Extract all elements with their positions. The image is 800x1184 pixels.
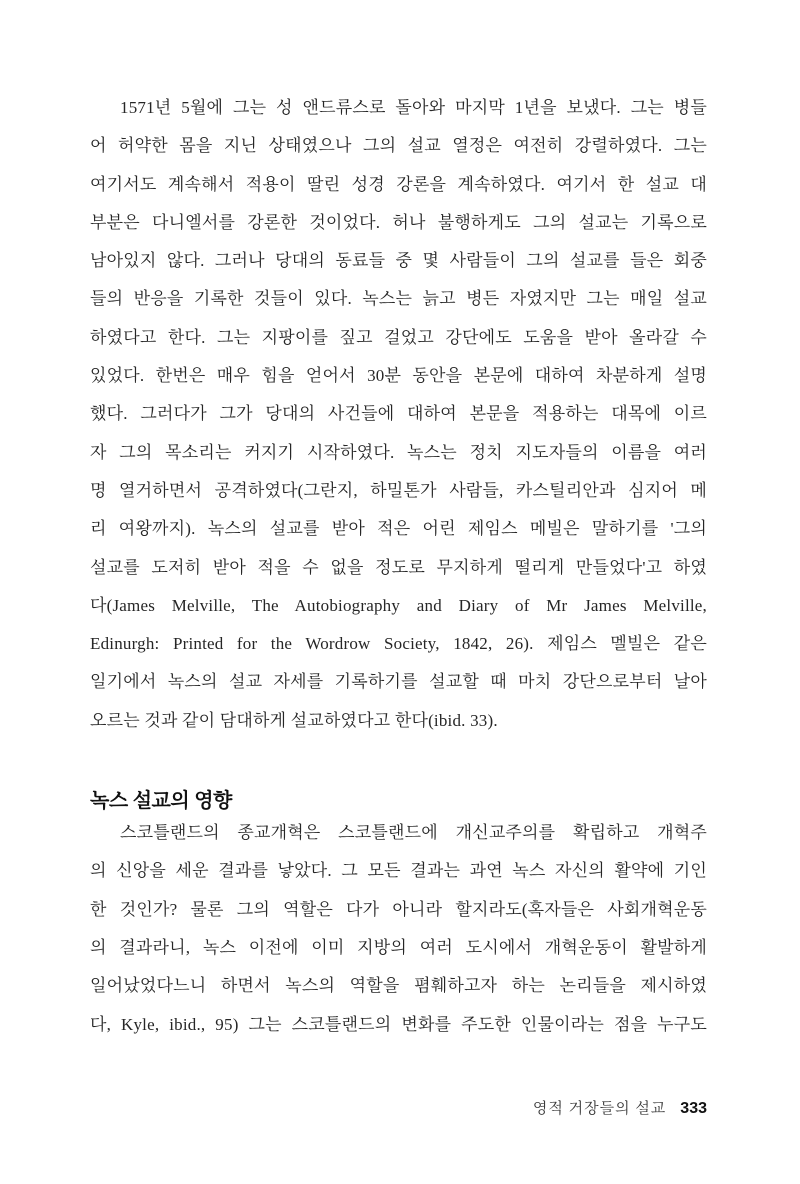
text-line: 있었다. 한번은 매우 힘을 얻어서 30분 동안을 본문에 대하여 차분하게 설명 bbox=[90, 366, 707, 386]
text-line: 설교를 도저히 받아 적을 수 없을 정도로 무지하게 떨리게 만들었다'고 하였 bbox=[90, 557, 708, 577]
paragraph-knox-influence bbox=[90, 814, 707, 1044]
paragraph-knox-st-andrews bbox=[90, 89, 707, 740]
text-line: 의 결과라니, 녹스 이전에 이미 지방의 여러 도시에서 개혁운동이 활발하게 bbox=[90, 937, 707, 957]
text-line: 일어났었다느니 하면서 녹스의 역할을 폄훼하고자 하는 논리들을 제시하였 bbox=[90, 976, 707, 996]
text-line: 리 여왕까지). 녹스의 설교를 받아 적은 어린 제임스 메빌은 말하기를 '그의 bbox=[90, 519, 707, 539]
text-line: 스코틀랜드의 종교개혁은 스코틀랜드에 개신교주의를 확립하고 개혁주 bbox=[120, 823, 707, 843]
text-line: Edinurgh: Printed for the Wordrow Society, 1842, 26). 제임스 멜빌은 같은 bbox=[90, 634, 707, 654]
text-line: 들의 반응을 기록한 것들이 있다. 녹스는 늙고 병든 자였지만 그는 매일 설교 bbox=[90, 289, 707, 309]
text-line: 남아있지 않다. 그러나 당대의 동료들 중 몇 사람들이 그의 설교를 들은 회중 bbox=[90, 251, 707, 271]
text-line: 오르는 것과 같이 담대하게 설교하였다고 한다(ibid. 33). bbox=[90, 710, 498, 730]
text-line: 부분은 다니엘서를 강론한 것이었다. 허나 불행하게도 그의 설교는 기록으로 bbox=[90, 212, 707, 232]
text-line: 했다. 그러다가 그가 당대의 사건들에 대하여 본문을 적용하는 대목에 이르 bbox=[90, 404, 707, 424]
text-line: 명 열거하면서 공격하였다(그란지, 하밀톤가 사람들, 카스틸리안과 심지어 메 bbox=[90, 480, 707, 500]
running-title: 영적 거장들의 설교 bbox=[532, 1100, 667, 1117]
text-line: 한 것인가? 물론 그의 역할은 다가 아니라 할지라도(혹자들은 사회개혁운동 bbox=[90, 899, 707, 919]
text-line: 하였다고 한다. 그는 지팡이를 짚고 걸었고 강단에도 도움을 받아 올라갈 수 bbox=[90, 327, 707, 347]
text-line: 다(James Melville, The Autobiography and Diary of Mr James Melville, bbox=[90, 595, 707, 615]
text-line: 다, Kyle, ibid., 95) 그는 스코틀랜드의 변화를 주도한 인물이라는 점을 누구도 bbox=[90, 1014, 707, 1034]
text-line: 자 그의 목소리는 커지기 시작하였다. 녹스는 정치 지도자들의 이름을 여러 bbox=[90, 442, 707, 462]
page-number: 333 bbox=[680, 1099, 707, 1117]
text-line: 일기에서 녹스의 설교 자세를 기록하기를 설교할 때 마치 강단으로부터 날아 bbox=[90, 672, 707, 692]
page-footer bbox=[90, 1100, 707, 1118]
section-heading: 녹스 설교의 영향 bbox=[90, 790, 232, 813]
text-line: 여기서도 계속해서 적용이 딸린 성경 강론을 계속하였다. 여기서 한 설교 대 bbox=[90, 174, 707, 194]
text-line: 어 허약한 몸을 지닌 상태였으나 그의 설교 열정은 여전히 강렬하였다. 그는 bbox=[90, 136, 707, 156]
text-line: 의 신앙을 세운 결과를 낳았다. 그 모든 결과는 과연 녹스 자신의 활약에 기인 bbox=[90, 861, 707, 881]
text-line: 1571년 5월에 그는 성 앤드류스로 돌아와 마지막 1년을 보냈다. 그는 병들 bbox=[120, 98, 707, 117]
